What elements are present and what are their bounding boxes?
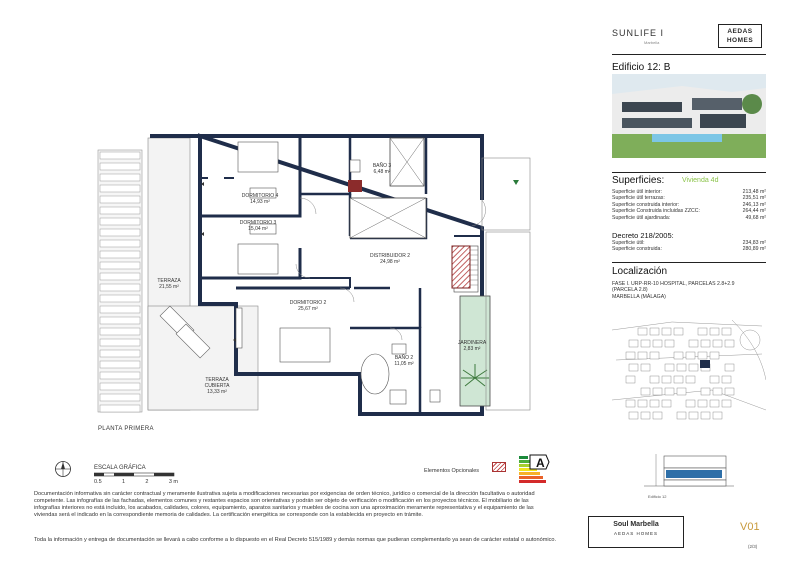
map-building xyxy=(665,340,674,347)
divider xyxy=(612,172,766,173)
map-building xyxy=(626,376,635,383)
map-building xyxy=(653,388,662,395)
terrace-slat xyxy=(100,295,140,302)
surfaces-title: Superficies: xyxy=(612,175,665,186)
location-title: Localización xyxy=(612,266,668,277)
terrace-slat xyxy=(100,262,140,269)
version-label: V01 xyxy=(740,521,760,533)
map-building xyxy=(629,412,638,419)
map-building xyxy=(722,328,731,335)
map-building xyxy=(698,328,707,335)
location-text xyxy=(612,281,734,300)
logo-line-2: HOMES xyxy=(726,37,754,44)
building-title: Edificio 12: B xyxy=(612,62,671,73)
map-building xyxy=(638,352,647,359)
map-building xyxy=(710,352,719,359)
map-building xyxy=(713,388,722,395)
location-line: MARBELLA (MÁLAGA) xyxy=(612,293,666,300)
terrace-slat xyxy=(100,240,140,247)
map-building xyxy=(686,400,695,407)
room-label-terraza: TERRAZA 21,55 m² xyxy=(157,278,181,290)
building-render-image xyxy=(612,74,766,158)
surface-row: Superficie útil interior: 213,48 m² xyxy=(612,189,766,195)
terrace-slat xyxy=(100,218,140,225)
terrace-slat xyxy=(100,350,140,357)
project-name: SUNLIFE I xyxy=(612,28,665,38)
map-building xyxy=(650,400,659,407)
terrace-slat xyxy=(100,196,140,203)
map-building xyxy=(686,376,695,383)
terrace-slat xyxy=(100,251,140,258)
logo-line-1: Soul Marbella xyxy=(613,521,659,528)
energy-rating-icon xyxy=(518,452,550,484)
scale-tick: 0.5 xyxy=(94,479,102,485)
map-building xyxy=(629,364,638,371)
map-building xyxy=(665,364,674,371)
map-building xyxy=(725,388,734,395)
map-building xyxy=(713,340,722,347)
terrace-slat xyxy=(100,339,140,346)
map-building xyxy=(662,376,671,383)
room-label-bano-3: BAÑO 3 6,48 m² xyxy=(372,163,392,175)
terrace-slat xyxy=(100,174,140,181)
map-building xyxy=(662,328,671,335)
scale-graphic xyxy=(94,472,184,478)
surfaces-list xyxy=(612,189,766,221)
room-label-distribuidor-2: DISTRIBUIDOR 2 24,98 m² xyxy=(369,253,410,265)
project-location: Marbella xyxy=(644,40,660,45)
page-counter: (2/3) xyxy=(748,544,758,549)
terrace-slat xyxy=(100,383,140,390)
map-building xyxy=(626,400,635,407)
map-building xyxy=(710,400,719,407)
map-building xyxy=(701,388,710,395)
room-label-dormitorio-4: DORMITORIO 4 14,93 m² xyxy=(241,193,279,205)
terrace-slat xyxy=(100,317,140,324)
soul-marbella-logo xyxy=(588,516,684,548)
map-building xyxy=(677,388,686,395)
building-elevation xyxy=(644,452,734,492)
optional-element xyxy=(452,246,470,288)
terrace-slat xyxy=(100,361,140,368)
map-building xyxy=(710,328,719,335)
map-building xyxy=(641,340,650,347)
optional-elements-swatch xyxy=(492,462,506,472)
room-label-dormitorio-2: DORMITORIO 2 25,67 m² xyxy=(289,300,327,312)
map-building xyxy=(698,352,707,359)
optional-element xyxy=(348,180,362,192)
map-building xyxy=(650,328,659,335)
room-label-dormitorio-3: DORMITORIO 3 15,04 m² xyxy=(239,220,277,232)
map-building xyxy=(653,340,662,347)
logo-line-1: AEDAS xyxy=(727,28,753,35)
decree-list xyxy=(612,240,766,253)
divider xyxy=(612,54,766,55)
map-building xyxy=(674,376,683,383)
map-building xyxy=(650,352,659,359)
map-building xyxy=(713,412,722,419)
map-building xyxy=(662,400,671,407)
map-building xyxy=(641,364,650,371)
terrace-slat xyxy=(100,405,140,412)
north-arrow-icon xyxy=(54,460,72,478)
decree-row: Superficie útil: 234,83 m² xyxy=(612,240,766,246)
map-building xyxy=(641,388,650,395)
terrace-slat xyxy=(100,185,140,192)
divider xyxy=(612,262,766,263)
room-label-bano-2: BAÑO 2 11,05 m² xyxy=(394,355,414,367)
map-building xyxy=(725,340,734,347)
map-building xyxy=(689,412,698,419)
room-label-terraza-cubierta: TERRAZA CUBIERTA 13,33 m² xyxy=(204,377,230,395)
map-building xyxy=(641,412,650,419)
map-building xyxy=(653,412,662,419)
map-building xyxy=(638,400,647,407)
location-line: FASE I. URP-RR-10 HOSPITAL, PARCELAS 2.8+2.9 xyxy=(612,281,735,287)
terrace-slat xyxy=(100,152,140,159)
map-building xyxy=(677,364,686,371)
elevation-caption: Edificio 12 xyxy=(648,494,667,499)
floor-name: PLANTA PRIMERA xyxy=(98,426,154,432)
terrace-slat xyxy=(100,273,140,280)
logo-line-2: AEDAS HOMES xyxy=(613,531,658,536)
surface-row: Superficie útil ajardinada: 49,68 m² xyxy=(612,214,766,221)
decree-title: Decreto 218/2005: xyxy=(612,231,674,240)
terrace-slat xyxy=(100,163,140,170)
room-label-jardinera: JARDINERA 2,83 m² xyxy=(457,340,487,352)
map-building xyxy=(674,328,683,335)
surface-row: Superficie Construida incluidas ZZCC: 264,44 m² xyxy=(612,208,766,215)
surface-row: Superficie construida interior: 246,13 m² xyxy=(612,201,766,208)
map-building xyxy=(674,352,683,359)
map-building xyxy=(725,364,734,371)
site-map xyxy=(612,320,766,440)
map-building xyxy=(701,340,710,347)
map-building xyxy=(638,328,647,335)
scale-tick: 2 xyxy=(145,479,149,485)
map-building xyxy=(626,352,635,359)
map-building xyxy=(710,376,719,383)
unit-type: Vivienda 4d xyxy=(682,177,719,184)
location-line: (PARCELA 2.8) xyxy=(612,287,648,294)
map-building xyxy=(665,388,674,395)
arrow-icon xyxy=(513,180,519,185)
map-building xyxy=(689,364,698,371)
decree-row: Superficie construida: 280,89 m² xyxy=(612,246,766,253)
map-building xyxy=(689,340,698,347)
map-building xyxy=(698,400,707,407)
disclaimer-main: Documentación informativa sin carácter contractual y meramente ilustrativa sujeta a modificaciones necesarias por exigencias de orden técnico, jurídico o comercial de la dirección facultativa o autoridad competente. Las infografías de las fachadas, elementos comunes y restantes espacios son orientativas y podrán ser objeto de verificación o modificación en los proyectos técnicos. El mobiliario de las infografías interiores no está incluido, los acabados, calidades, colores, equipamiento, aparatos sanitarios y muebles de cocina son una aproximación meramente representativa y el equipamiento de las viviendas será el indicado en la correspondiente memoria de calidades. La certificación energética se corresponde con la establecida en proyecto en trámite. xyxy=(34,491,535,518)
terrace-slat xyxy=(100,372,140,379)
terrace-slat xyxy=(100,229,140,236)
scale-tick: 3 m xyxy=(168,479,178,485)
map-building xyxy=(650,376,659,383)
disclaimer-secondary: Toda la información y entrega de documentación se llevará a cabo conforme a lo dispuesto en el Real Decreto 515/1989 y demás normas que pudieran complementarlo ya sean de carácter estatal o autonómico. xyxy=(34,537,557,543)
map-building xyxy=(722,400,731,407)
terrace-slat xyxy=(100,306,140,313)
energy-letter: A xyxy=(536,456,545,470)
terrace-slat xyxy=(100,394,140,401)
terrace-slat xyxy=(100,284,140,291)
map-building xyxy=(722,376,731,383)
terrace-slat xyxy=(100,207,140,214)
surface-row: Superficie útil terrazas: 235,51 m² xyxy=(612,195,766,202)
aedas-homes-logo xyxy=(718,24,762,48)
scale-label: ESCALA GRÁFICA xyxy=(94,465,146,471)
scale-bar xyxy=(94,465,184,485)
map-building xyxy=(629,340,638,347)
optional-elements-label: Elementos Opcionales xyxy=(424,468,480,474)
map-building xyxy=(686,352,695,359)
terrace-slat xyxy=(100,328,140,335)
map-building xyxy=(701,412,710,419)
scale-tick: 1 xyxy=(122,479,126,485)
map-building xyxy=(677,412,686,419)
